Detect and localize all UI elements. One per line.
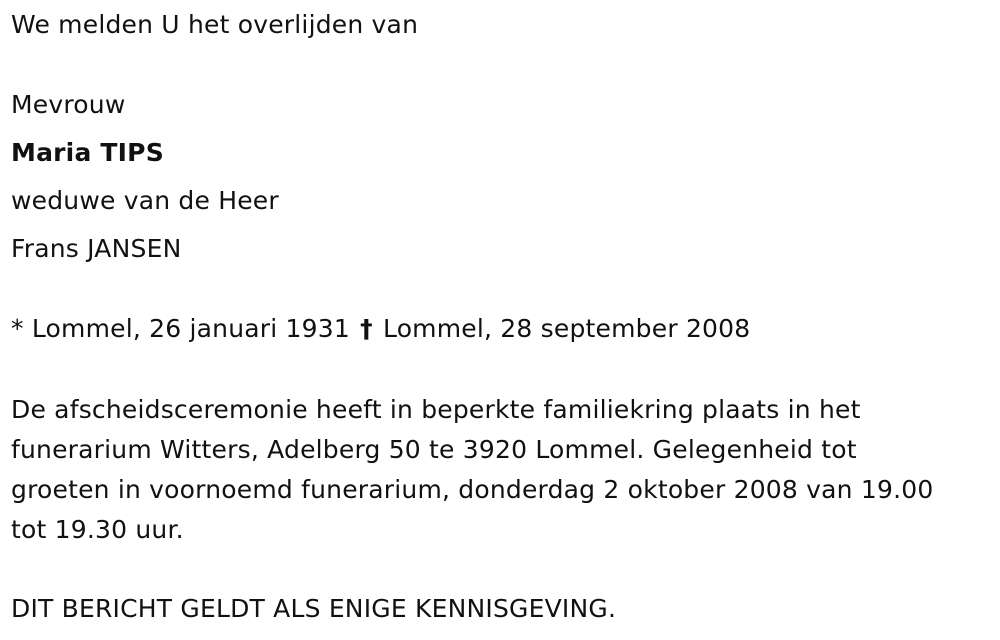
death-info: Lommel, 28 september 2008 [383,314,751,343]
relation-text: weduwe van de Heer [11,186,279,215]
dates-line [11,314,750,344]
intro-text: We melden U het overlijden van [11,10,419,39]
birth-info: * Lommel, 26 januari 1931 [11,314,350,343]
ceremony-line: tot 19.30 uur. [11,515,184,544]
ceremony-line: De afscheidsceremonie heeft in beperkte familiekring plaats in het [11,395,861,424]
ceremony-line: groeten in voornoemd funerarium, donderdag 2 oktober 2008 van 19.00 [11,475,934,504]
closing-text: DIT BERICHT GELDT ALS ENIGE KENNISGEVING. [11,594,617,623]
spouse-name: Frans JANSEN [11,234,182,263]
deceased-name: Maria TIPS [11,138,164,167]
salutation: Mevrouw [11,90,126,119]
ceremony-line: funerarium Witters, Adelberg 50 te 3920 Lommel. Gelegenheid tot [11,435,857,464]
ceremony-paragraph [11,390,996,550]
cross-icon: † [360,314,373,343]
